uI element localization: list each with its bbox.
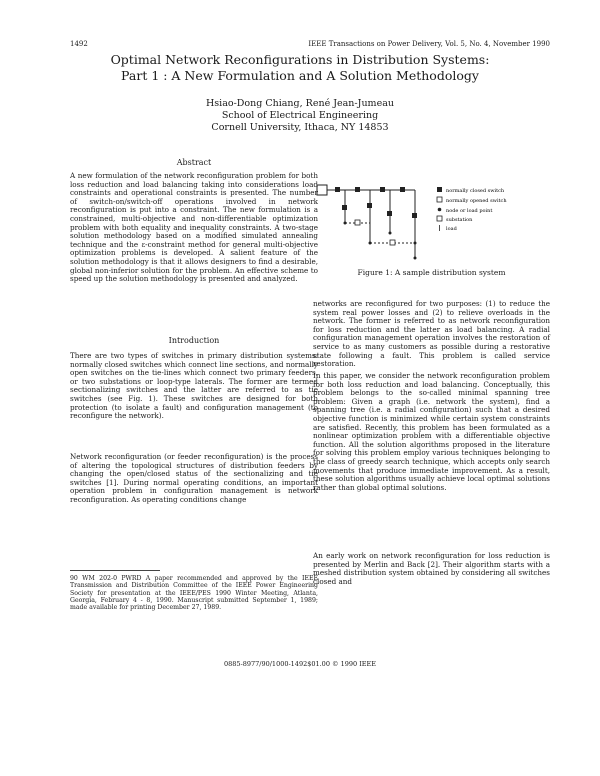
author-institution: Cornell University, Ithaca, NY 14853 [211,122,389,133]
legend-open-switch-symbol [437,197,442,202]
closed-switch [400,187,405,192]
paper-title [70,52,530,84]
introduction-heading: Introduction [168,336,220,345]
closed-switch [355,187,360,192]
load-node [344,222,347,225]
figure-caption: Figure 1: A sample distribution system [357,268,506,277]
page-number: 1492 [70,40,88,48]
intro-paragraph-1: There are two types of switches in primary distribution systems: normally closed switches which connect line sections, and normally open switches on the tie-lines which connect two primary feeders, or two substations or loop-type laterals. The former are termed sectionalizing switches and the latter are referred to as tie switches (see Fig. 1). These switches are designed for both protection (to isolate a fault) and configuration management (to reconfigure the network). [70,351,318,421]
legend-item: normally closed switch [446,188,505,194]
closed-switch [335,187,340,192]
legend-node-symbol [438,208,442,212]
closed-switch [367,203,372,208]
load-node [369,242,372,245]
legend-item: node or load point [446,208,493,214]
journal-header: IEEE Transactions on Power Delivery, Vol. 5, No. 4, November 1990 [308,40,550,48]
figure-legend [437,187,507,232]
open-switch [355,220,360,225]
load-node [414,257,417,260]
copyright-footer: 0885-8977/90/1000-1492$01.00 © 1990 IEEE [224,660,376,668]
author-affiliation: School of Electrical Engineering [221,110,379,121]
legend-item: normally opened switch [446,198,507,204]
load-node [414,242,417,245]
substation-icon [317,185,327,195]
footnote: 90 WM 202-0 PWRD A paper recommended and approved by the IEEE Transmission and Distribution Committee of the IEEE Power Engineering Society for presentation at the IEEE/PES 1990 Winter Meeting, Atlanta, Georgia, February 4 - 8, 1990. Manuscript submitted September 1, 1989; made available for printing December 27, 1989. [70,575,318,612]
legend-closed-switch-symbol [437,187,442,192]
legend-item: substation [446,217,473,223]
figure-1 [315,183,545,268]
closed-switch [412,213,417,218]
title-line-2: Part 1 : A New Formulation and A Solution Methodology [121,68,479,83]
author-names: Hsiao-Dong Chiang, René Jean-Jumeau [206,98,394,109]
title-line-1: Optimal Network Reconfigurations in Distribution Systems: [110,52,490,67]
load-node [389,232,392,235]
intro-paragraph-2: Network reconfiguration (or feeder reconfiguration) is the process of altering the topological structures of distribution feeders by changing the open/closed status of the sectionalizing and tie switches [1]. During normal operating conditions, an important operation problem in configuration management is network reconfiguration. As operating conditions change [70,452,318,504]
closed-switch [342,205,347,210]
closed-switch [387,211,392,216]
right-paragraph-3: An early work on network reconfiguration for loss reduction is presented by Merlin and Back [2]. Their algorithm starts with a meshed distribution system obtained by considering all switches closed and [313,551,550,586]
closed-switch [380,187,385,192]
abstract-text: A new formulation of the network reconfiguration problem for both loss reduction and load balancing taking into considerations load constraints and operational constraints is presented. The number of switch-on/switch-off operations involved in network reconfiguration is put into a constraint. The new formulation is a constrained, multi-objective and non-differentiable optimization problem with both equality and inequality constraints. A two-stage solution methodology based on a modified simulated annealing technique and the ε-constraint method for general multi-objective optimization problems is developed. A salient feature of the solution methodology is that it allows designers to find a desirable, global non-inferior solution for the problem. An effective scheme to speed up the solution methodology is presented and analyzed. [70,171,318,284]
right-paragraph-2: In this paper, we consider the network reconfiguration problem for both loss reduction and load balancing. Conceptually, this problem belongs to the so-called minimal spanning tree problem: Given a graph (i.e. network the system), find a spanning tree (i.e. a radial configuration) such that a desired objective function is minimized while certain system constraints are satisfied. Recently, this problem has been formulated as a nonlinear optimization problem with a differentiable objective function. All the solution algorithms proposed in the literature for solving this problem employ various techniques belonging to the class of greedy search technique, which accepts only search movements that produce immediate improvement. As a result, these solution algorithms usually achieve local optimal solutions rather than global optimal solutions. [313,371,550,492]
author-block [0,98,600,134]
distribution-system-diagram [315,183,545,268]
open-switch [390,240,395,245]
legend-item: load [446,226,457,232]
legend-substation-symbol [437,216,442,221]
right-paragraph-1: networks are reconfigured for two purposes: (1) to reduce the system real power losses and (2) to relieve overloads in the network. The former is referred to as network reconfiguration for loss reduction and the latter as load balancing. A radial configuration management operation involves the restoration of service to as many customers as possible during a restorative state following a fault. This problem is called service restoration. [313,299,550,369]
abstract-heading: Abstract [176,158,212,167]
footnote-rule [70,570,160,571]
